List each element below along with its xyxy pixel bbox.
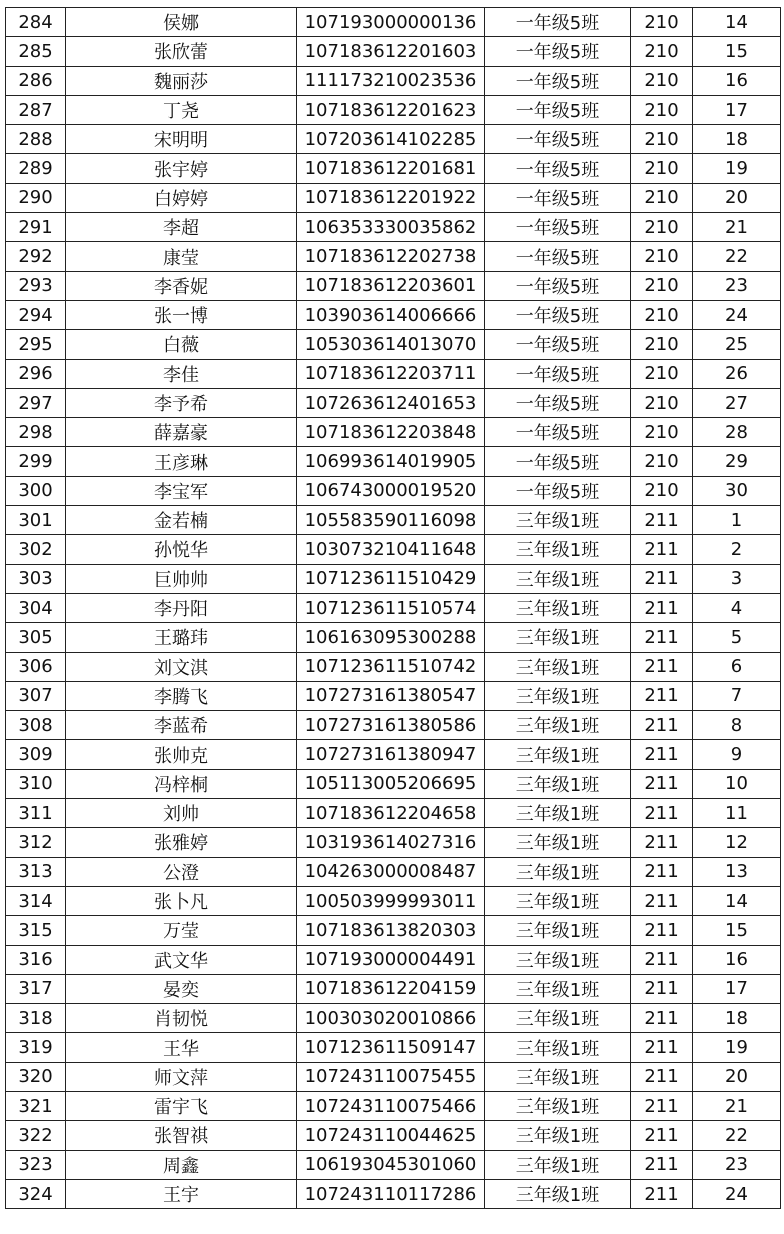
seat-number-cell: 15 xyxy=(693,916,781,945)
row-number-cell: 317 xyxy=(6,974,66,1003)
candidate-id-cell: 107183612203711 xyxy=(297,359,485,388)
seat-number-cell: 14 xyxy=(693,886,781,915)
class-cell: 三年级1班 xyxy=(485,974,631,1003)
student-name-cell: 张帅克 xyxy=(66,740,297,769)
seat-number-cell: 17 xyxy=(693,974,781,1003)
table-row xyxy=(6,535,781,564)
exam-room-cell: 210 xyxy=(631,271,693,300)
seat-number-cell: 1 xyxy=(693,506,781,535)
seat-number-cell: 23 xyxy=(693,271,781,300)
exam-room-cell: 211 xyxy=(631,1150,693,1179)
candidate-id-cell: 107123611509147 xyxy=(297,1033,485,1062)
exam-room-cell: 211 xyxy=(631,740,693,769)
exam-room-cell: 210 xyxy=(631,447,693,476)
class-cell: 三年级1班 xyxy=(485,740,631,769)
table-row xyxy=(6,974,781,1003)
exam-room-cell: 210 xyxy=(631,418,693,447)
exam-room-cell: 211 xyxy=(631,945,693,974)
exam-room-cell: 211 xyxy=(631,799,693,828)
row-number-cell: 318 xyxy=(6,1004,66,1033)
table-row xyxy=(6,1121,781,1150)
seat-number-cell: 22 xyxy=(693,242,781,271)
class-cell: 三年级1班 xyxy=(485,1062,631,1091)
class-cell: 三年级1班 xyxy=(485,652,631,681)
candidate-id-cell: 104263000008487 xyxy=(297,857,485,886)
row-number-cell: 285 xyxy=(6,37,66,66)
seat-number-cell: 14 xyxy=(693,8,781,37)
student-name-cell: 李丹阳 xyxy=(66,593,297,622)
class-cell: 一年级5班 xyxy=(485,359,631,388)
student-name-cell: 刘帅 xyxy=(66,799,297,828)
candidate-id-cell: 107273161380547 xyxy=(297,681,485,710)
table-row xyxy=(6,1062,781,1091)
candidate-id-cell: 106743000019520 xyxy=(297,476,485,505)
table-row xyxy=(6,271,781,300)
exam-room-cell: 210 xyxy=(631,37,693,66)
seat-number-cell: 20 xyxy=(693,1062,781,1091)
student-name-cell: 李腾飞 xyxy=(66,681,297,710)
class-cell: 一年级5班 xyxy=(485,125,631,154)
exam-room-cell: 211 xyxy=(631,1062,693,1091)
row-number-cell: 313 xyxy=(6,857,66,886)
exam-room-cell: 210 xyxy=(631,300,693,329)
seat-number-cell: 5 xyxy=(693,623,781,652)
table-row xyxy=(6,1150,781,1179)
exam-room-cell: 210 xyxy=(631,388,693,417)
exam-room-cell: 210 xyxy=(631,359,693,388)
exam-room-cell: 211 xyxy=(631,974,693,1003)
row-number-cell: 323 xyxy=(6,1150,66,1179)
class-cell: 一年级5班 xyxy=(485,330,631,359)
seat-number-cell: 16 xyxy=(693,945,781,974)
candidate-id-cell: 107183612203848 xyxy=(297,418,485,447)
candidate-id-cell: 105583590116098 xyxy=(297,506,485,535)
exam-seating-table xyxy=(5,7,781,1209)
candidate-id-cell: 107183612201681 xyxy=(297,154,485,183)
table-row xyxy=(6,769,781,798)
student-name-cell: 张一博 xyxy=(66,300,297,329)
table-row xyxy=(6,506,781,535)
student-name-cell: 李佳 xyxy=(66,359,297,388)
seat-number-cell: 30 xyxy=(693,476,781,505)
exam-room-cell: 211 xyxy=(631,828,693,857)
row-number-cell: 287 xyxy=(6,95,66,124)
seat-number-cell: 18 xyxy=(693,1004,781,1033)
seat-number-cell: 15 xyxy=(693,37,781,66)
candidate-id-cell: 107193000000136 xyxy=(297,8,485,37)
class-cell: 一年级5班 xyxy=(485,388,631,417)
student-name-cell: 晏奕 xyxy=(66,974,297,1003)
table-row xyxy=(6,1004,781,1033)
student-name-cell: 万莹 xyxy=(66,916,297,945)
row-number-cell: 301 xyxy=(6,506,66,535)
table-body xyxy=(6,8,781,1209)
student-name-cell: 王华 xyxy=(66,1033,297,1062)
exam-room-cell: 210 xyxy=(631,183,693,212)
row-number-cell: 303 xyxy=(6,564,66,593)
exam-room-cell: 210 xyxy=(631,242,693,271)
class-cell: 一年级5班 xyxy=(485,66,631,95)
candidate-id-cell: 107183612204159 xyxy=(297,974,485,1003)
row-number-cell: 292 xyxy=(6,242,66,271)
exam-room-cell: 210 xyxy=(631,8,693,37)
seat-number-cell: 19 xyxy=(693,154,781,183)
seat-number-cell: 13 xyxy=(693,857,781,886)
table-row xyxy=(6,388,781,417)
student-name-cell: 丁尧 xyxy=(66,95,297,124)
class-cell: 一年级5班 xyxy=(485,213,631,242)
table-row xyxy=(6,125,781,154)
class-cell: 三年级1班 xyxy=(485,506,631,535)
table-row xyxy=(6,916,781,945)
table-row xyxy=(6,418,781,447)
student-name-cell: 张宇婷 xyxy=(66,154,297,183)
row-number-cell: 297 xyxy=(6,388,66,417)
class-cell: 三年级1班 xyxy=(485,769,631,798)
exam-room-cell: 211 xyxy=(631,623,693,652)
row-number-cell: 290 xyxy=(6,183,66,212)
table-row xyxy=(6,213,781,242)
row-number-cell: 289 xyxy=(6,154,66,183)
class-cell: 一年级5班 xyxy=(485,183,631,212)
student-name-cell: 宋明明 xyxy=(66,125,297,154)
table-row xyxy=(6,95,781,124)
row-number-cell: 300 xyxy=(6,476,66,505)
table-row xyxy=(6,564,781,593)
exam-room-cell: 211 xyxy=(631,916,693,945)
row-number-cell: 310 xyxy=(6,769,66,798)
candidate-id-cell: 107183612203601 xyxy=(297,271,485,300)
student-name-cell: 刘文淇 xyxy=(66,652,297,681)
candidate-id-cell: 111173210023536 xyxy=(297,66,485,95)
row-number-cell: 315 xyxy=(6,916,66,945)
student-name-cell: 张智祺 xyxy=(66,1121,297,1150)
candidate-id-cell: 107123611510574 xyxy=(297,593,485,622)
candidate-id-cell: 106193045301060 xyxy=(297,1150,485,1179)
table-row xyxy=(6,799,781,828)
seat-number-cell: 20 xyxy=(693,183,781,212)
seat-number-cell: 9 xyxy=(693,740,781,769)
exam-room-cell: 211 xyxy=(631,652,693,681)
table-row xyxy=(6,183,781,212)
seat-number-cell: 16 xyxy=(693,66,781,95)
candidate-id-cell: 103193614027316 xyxy=(297,828,485,857)
student-name-cell: 李宝军 xyxy=(66,476,297,505)
candidate-id-cell: 107183612204658 xyxy=(297,799,485,828)
student-name-cell: 张卜凡 xyxy=(66,886,297,915)
class-cell: 一年级5班 xyxy=(485,300,631,329)
student-name-cell: 孙悦华 xyxy=(66,535,297,564)
student-name-cell: 金若楠 xyxy=(66,506,297,535)
class-cell: 一年级5班 xyxy=(485,447,631,476)
row-number-cell: 299 xyxy=(6,447,66,476)
class-cell: 三年级1班 xyxy=(485,1033,631,1062)
row-number-cell: 324 xyxy=(6,1179,66,1208)
student-name-cell: 康莹 xyxy=(66,242,297,271)
student-name-cell: 雷宇飞 xyxy=(66,1091,297,1120)
student-name-cell: 张欣蕾 xyxy=(66,37,297,66)
exam-room-cell: 211 xyxy=(631,886,693,915)
table-row xyxy=(6,740,781,769)
row-number-cell: 305 xyxy=(6,623,66,652)
exam-seating-sheet xyxy=(5,7,780,1209)
row-number-cell: 304 xyxy=(6,593,66,622)
candidate-id-cell: 107183612202738 xyxy=(297,242,485,271)
row-number-cell: 294 xyxy=(6,300,66,329)
class-cell: 三年级1班 xyxy=(485,1004,631,1033)
student-name-cell: 侯娜 xyxy=(66,8,297,37)
exam-room-cell: 211 xyxy=(631,1004,693,1033)
candidate-id-cell: 105303614013070 xyxy=(297,330,485,359)
candidate-id-cell: 107273161380586 xyxy=(297,711,485,740)
row-number-cell: 308 xyxy=(6,711,66,740)
class-cell: 三年级1班 xyxy=(485,857,631,886)
seat-number-cell: 8 xyxy=(693,711,781,740)
class-cell: 三年级1班 xyxy=(485,623,631,652)
class-cell: 三年级1班 xyxy=(485,828,631,857)
exam-room-cell: 211 xyxy=(631,1179,693,1208)
seat-number-cell: 17 xyxy=(693,95,781,124)
student-name-cell: 肖韧悦 xyxy=(66,1004,297,1033)
class-cell: 三年级1班 xyxy=(485,681,631,710)
seat-number-cell: 22 xyxy=(693,1121,781,1150)
row-number-cell: 322 xyxy=(6,1121,66,1150)
exam-room-cell: 211 xyxy=(631,1033,693,1062)
table-row xyxy=(6,1179,781,1208)
seat-number-cell: 3 xyxy=(693,564,781,593)
exam-room-cell: 210 xyxy=(631,330,693,359)
seat-number-cell: 29 xyxy=(693,447,781,476)
exam-room-cell: 211 xyxy=(631,593,693,622)
candidate-id-cell: 106163095300288 xyxy=(297,623,485,652)
seat-number-cell: 21 xyxy=(693,213,781,242)
class-cell: 一年级5班 xyxy=(485,242,631,271)
candidate-id-cell: 105113005206695 xyxy=(297,769,485,798)
candidate-id-cell: 107123611510742 xyxy=(297,652,485,681)
class-cell: 三年级1班 xyxy=(485,1150,631,1179)
row-number-cell: 316 xyxy=(6,945,66,974)
seat-number-cell: 25 xyxy=(693,330,781,359)
row-number-cell: 311 xyxy=(6,799,66,828)
seat-number-cell: 18 xyxy=(693,125,781,154)
student-name-cell: 武文华 xyxy=(66,945,297,974)
candidate-id-cell: 107183612201603 xyxy=(297,37,485,66)
seat-number-cell: 27 xyxy=(693,388,781,417)
row-number-cell: 307 xyxy=(6,681,66,710)
exam-room-cell: 210 xyxy=(631,213,693,242)
seat-number-cell: 23 xyxy=(693,1150,781,1179)
class-cell: 三年级1班 xyxy=(485,1121,631,1150)
student-name-cell: 师文萍 xyxy=(66,1062,297,1091)
seat-number-cell: 21 xyxy=(693,1091,781,1120)
table-row xyxy=(6,476,781,505)
candidate-id-cell: 107183613820303 xyxy=(297,916,485,945)
class-cell: 一年级5班 xyxy=(485,154,631,183)
table-row xyxy=(6,8,781,37)
exam-room-cell: 210 xyxy=(631,66,693,95)
exam-room-cell: 210 xyxy=(631,476,693,505)
class-cell: 三年级1班 xyxy=(485,916,631,945)
exam-room-cell: 211 xyxy=(631,711,693,740)
table-row xyxy=(6,300,781,329)
exam-room-cell: 211 xyxy=(631,506,693,535)
class-cell: 一年级5班 xyxy=(485,95,631,124)
candidate-id-cell: 107243110075466 xyxy=(297,1091,485,1120)
exam-room-cell: 211 xyxy=(631,1091,693,1120)
exam-room-cell: 211 xyxy=(631,535,693,564)
class-cell: 三年级1班 xyxy=(485,1091,631,1120)
row-number-cell: 319 xyxy=(6,1033,66,1062)
candidate-id-cell: 106353330035862 xyxy=(297,213,485,242)
exam-room-cell: 211 xyxy=(631,857,693,886)
row-number-cell: 312 xyxy=(6,828,66,857)
candidate-id-cell: 100303020010866 xyxy=(297,1004,485,1033)
class-cell: 三年级1班 xyxy=(485,799,631,828)
candidate-id-cell: 106993614019905 xyxy=(297,447,485,476)
class-cell: 一年级5班 xyxy=(485,418,631,447)
class-cell: 三年级1班 xyxy=(485,535,631,564)
row-number-cell: 286 xyxy=(6,66,66,95)
row-number-cell: 298 xyxy=(6,418,66,447)
candidate-id-cell: 107243110117286 xyxy=(297,1179,485,1208)
table-row xyxy=(6,711,781,740)
class-cell: 三年级1班 xyxy=(485,1179,631,1208)
table-row xyxy=(6,681,781,710)
seat-number-cell: 11 xyxy=(693,799,781,828)
class-cell: 一年级5班 xyxy=(485,271,631,300)
table-row xyxy=(6,359,781,388)
student-name-cell: 李予希 xyxy=(66,388,297,417)
student-name-cell: 李蓝希 xyxy=(66,711,297,740)
student-name-cell: 魏丽莎 xyxy=(66,66,297,95)
row-number-cell: 291 xyxy=(6,213,66,242)
seat-number-cell: 24 xyxy=(693,300,781,329)
row-number-cell: 284 xyxy=(6,8,66,37)
seat-number-cell: 19 xyxy=(693,1033,781,1062)
row-number-cell: 302 xyxy=(6,535,66,564)
class-cell: 三年级1班 xyxy=(485,945,631,974)
candidate-id-cell: 107183612201922 xyxy=(297,183,485,212)
table-row xyxy=(6,330,781,359)
exam-room-cell: 210 xyxy=(631,125,693,154)
exam-room-cell: 211 xyxy=(631,681,693,710)
candidate-id-cell: 107263612401653 xyxy=(297,388,485,417)
candidate-id-cell: 107243110044625 xyxy=(297,1121,485,1150)
row-number-cell: 306 xyxy=(6,652,66,681)
student-name-cell: 王宇 xyxy=(66,1179,297,1208)
table-row xyxy=(6,593,781,622)
table-row xyxy=(6,945,781,974)
exam-room-cell: 211 xyxy=(631,564,693,593)
candidate-id-cell: 103903614006666 xyxy=(297,300,485,329)
table-row xyxy=(6,828,781,857)
seat-number-cell: 7 xyxy=(693,681,781,710)
table-row xyxy=(6,1091,781,1120)
student-name-cell: 李超 xyxy=(66,213,297,242)
table-row xyxy=(6,623,781,652)
row-number-cell: 288 xyxy=(6,125,66,154)
table-row xyxy=(6,857,781,886)
row-number-cell: 309 xyxy=(6,740,66,769)
student-name-cell: 白薇 xyxy=(66,330,297,359)
row-number-cell: 320 xyxy=(6,1062,66,1091)
class-cell: 三年级1班 xyxy=(485,711,631,740)
exam-room-cell: 210 xyxy=(631,154,693,183)
exam-room-cell: 210 xyxy=(631,95,693,124)
candidate-id-cell: 107273161380947 xyxy=(297,740,485,769)
table-row xyxy=(6,447,781,476)
class-cell: 三年级1班 xyxy=(485,564,631,593)
exam-room-cell: 211 xyxy=(631,1121,693,1150)
candidate-id-cell: 107183612201623 xyxy=(297,95,485,124)
student-name-cell: 周鑫 xyxy=(66,1150,297,1179)
table-row xyxy=(6,886,781,915)
seat-number-cell: 26 xyxy=(693,359,781,388)
candidate-id-cell: 103073210411648 xyxy=(297,535,485,564)
table-row xyxy=(6,66,781,95)
seat-number-cell: 10 xyxy=(693,769,781,798)
candidate-id-cell: 107193000004491 xyxy=(297,945,485,974)
row-number-cell: 293 xyxy=(6,271,66,300)
student-name-cell: 巨帅帅 xyxy=(66,564,297,593)
table-row xyxy=(6,37,781,66)
candidate-id-cell: 107123611510429 xyxy=(297,564,485,593)
table-row xyxy=(6,1033,781,1062)
exam-room-cell: 211 xyxy=(631,769,693,798)
seat-number-cell: 4 xyxy=(693,593,781,622)
row-number-cell: 295 xyxy=(6,330,66,359)
row-number-cell: 314 xyxy=(6,886,66,915)
row-number-cell: 321 xyxy=(6,1091,66,1120)
table-row xyxy=(6,242,781,271)
candidate-id-cell: 107203614102285 xyxy=(297,125,485,154)
class-cell: 三年级1班 xyxy=(485,593,631,622)
table-row xyxy=(6,652,781,681)
class-cell: 一年级5班 xyxy=(485,37,631,66)
class-cell: 三年级1班 xyxy=(485,886,631,915)
seat-number-cell: 6 xyxy=(693,652,781,681)
candidate-id-cell: 107243110075455 xyxy=(297,1062,485,1091)
student-name-cell: 薛嘉豪 xyxy=(66,418,297,447)
seat-number-cell: 24 xyxy=(693,1179,781,1208)
row-number-cell: 296 xyxy=(6,359,66,388)
student-name-cell: 张雅婷 xyxy=(66,828,297,857)
seat-number-cell: 2 xyxy=(693,535,781,564)
seat-number-cell: 12 xyxy=(693,828,781,857)
candidate-id-cell: 100503999993011 xyxy=(297,886,485,915)
student-name-cell: 白婷婷 xyxy=(66,183,297,212)
seat-number-cell: 28 xyxy=(693,418,781,447)
student-name-cell: 王璐玮 xyxy=(66,623,297,652)
student-name-cell: 冯梓桐 xyxy=(66,769,297,798)
student-name-cell: 王彦琳 xyxy=(66,447,297,476)
student-name-cell: 公澄 xyxy=(66,857,297,886)
table-row xyxy=(6,154,781,183)
student-name-cell: 李香妮 xyxy=(66,271,297,300)
class-cell: 一年级5班 xyxy=(485,476,631,505)
class-cell: 一年级5班 xyxy=(485,8,631,37)
